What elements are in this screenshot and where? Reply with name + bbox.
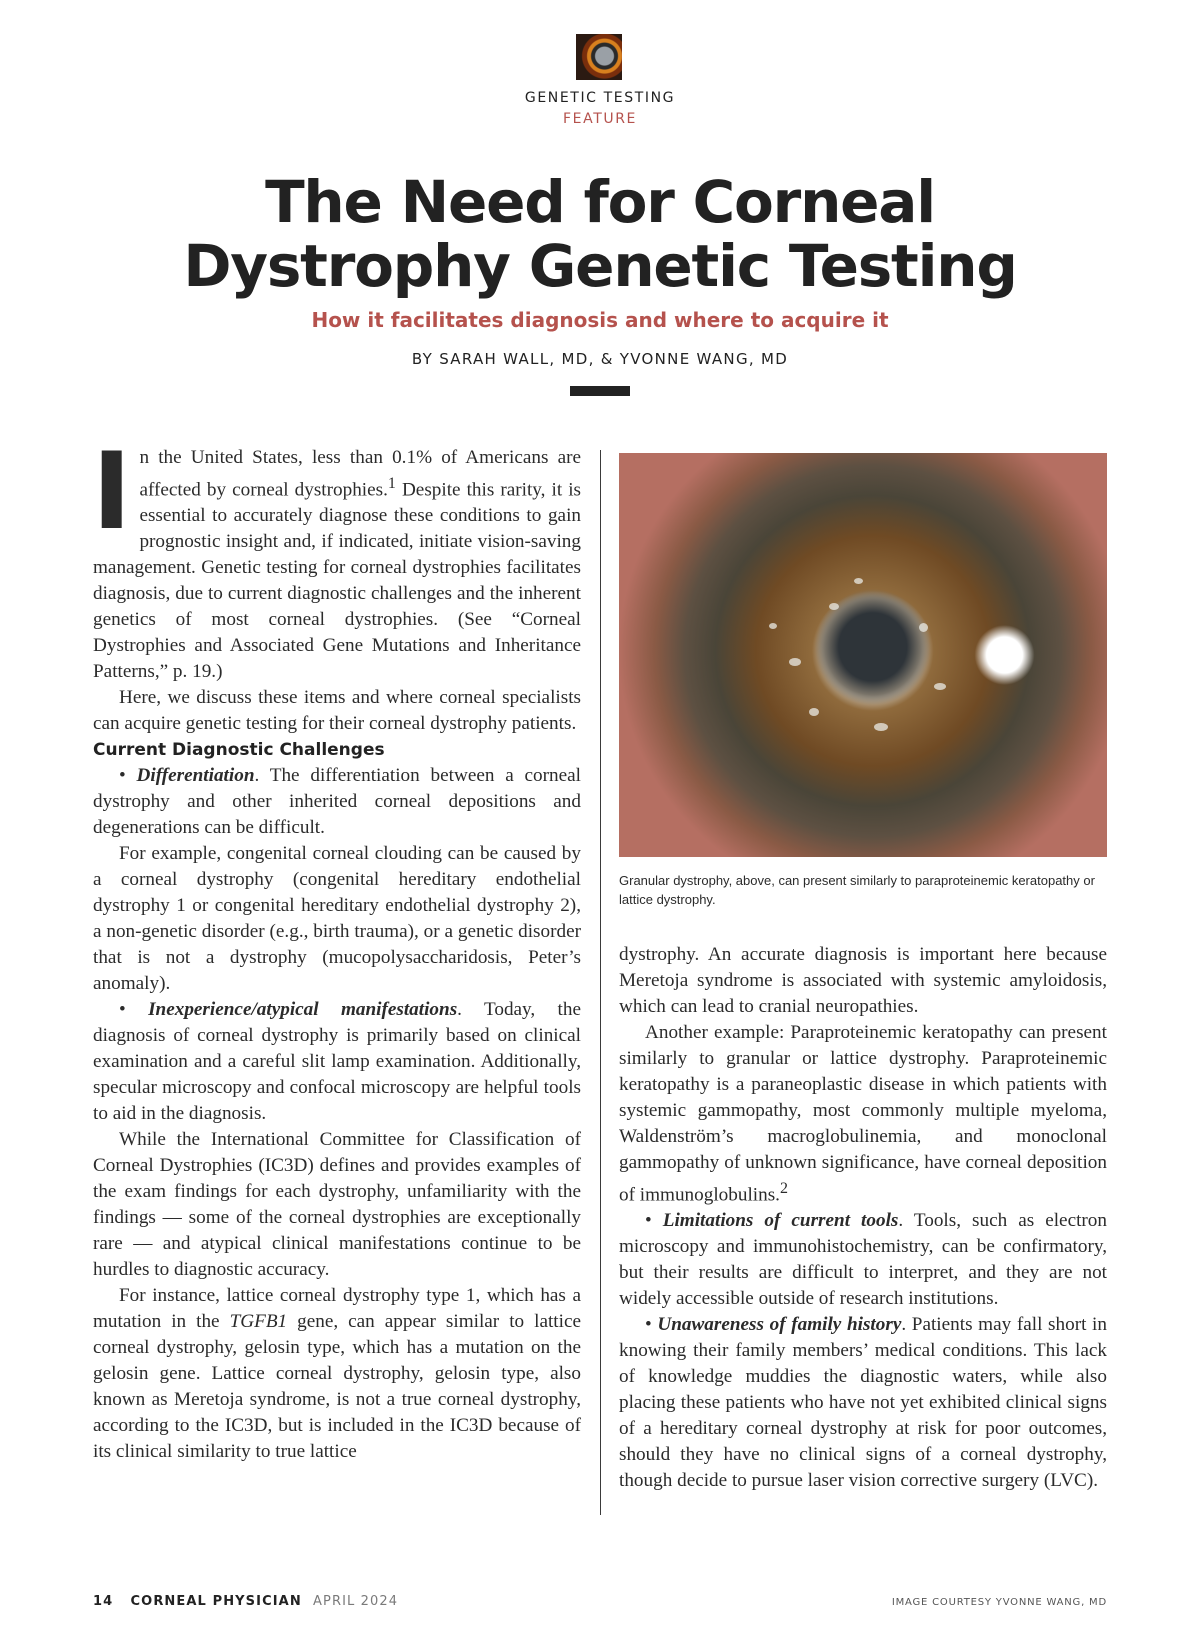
deposit-speck <box>854 578 863 584</box>
gene-name: TGFB1 <box>229 1311 288 1333</box>
paragraph: For example, congenital corneal clouding can be caused by a corneal dystrophy (congenital hereditary endothelial dystrophy 1 or congenital hereditary endothelial dystrophy 2), a non-genetic disorder (e.g., birth trauma), or a genetic disorder that is not a dystrophy (mucopolysaccharidosis, Peter’s anomaly). <box>93 843 581 995</box>
reference-2: 2 <box>779 1180 788 1197</box>
paragraph: While the International Committee for Classification of Corneal Dystrophies (IC3D) defines and provides examples of the exam findings for each dystrophy, unfamiliarity with the findings — some of the corneal dystrophies are exceptionally rare — and atypical clinical manifestations continue to be hurdles to diagnostic accuracy. <box>93 1129 581 1281</box>
deposit-speck <box>789 658 801 666</box>
deposit-speck <box>919 623 928 632</box>
title-line-2: Dystrophy Genetic Testing <box>183 232 1017 300</box>
granular-dystrophy-photo <box>619 453 1107 857</box>
deposit-speck <box>934 683 946 690</box>
figure-caption: Granular dystrophy, above, can present similarly to paraproteinemic keratopathy or lattice dystrophy. <box>619 873 1095 907</box>
article-title <box>0 170 1200 298</box>
paragraph: dystrophy. An accurate diagnosis is important here because Meretoja syndrome is associated with systemic amyloidosis, which can lead to cranial neuropathies. <box>619 944 1107 1017</box>
section-label: FEATURE <box>563 111 637 127</box>
column-divider <box>600 450 601 1515</box>
section-heading: Current Diagnostic Challenges <box>93 740 385 761</box>
bullet-family-history: • Unawareness of family history. Patients may fall short in knowing their family members’ medical conditions. This lack of knowledge muddies the diagnostic waters, while also placing these patients who have not yet exhibited clinical signs of a hereditary corneal dystrophy at risk for poor outcomes, should they have no clinical signs of a corneal dystrophy, though decide to pursue laser vision corrective surgery (LVC). <box>619 1314 1107 1492</box>
byline: BY SARAH WALL, MD, & YVONNE WANG, MD <box>411 350 789 368</box>
drop-cap: I <box>92 430 132 553</box>
paragraph: Another example: Paraproteinemic keratopathy can present similarly to granular or lattice dystrophy. Paraproteinemic keratopathy is a paraneoplastic disease in which patients with systemic gammopathy, most commonly multiple myeloma, Waldenström’s macroglobulinemia, and monoclonal gammopathy of unknown significance, have corneal deposition of immunoglobulins.$^2$ <box>619 1022 1107 1206</box>
intro-paragraph: In the United States, less than 0.1% of Americans are affected by corneal dystrophies.$^1$ Despite this rarity, it is essential to accurately diagnose these conditions to gain prognostic insight and, if indicated, initiate vision-saving management. Genetic testing for corneal dystrophies facilitates diagnosis, due to current diagnostic challenges and the inherent genetics of most corneal dystrophies. (See “Corneal Dystrophies and Associated Gene Mutations and Inheritance Patterns,” p. 19.) <box>92 430 581 683</box>
kicker: GENETIC TESTING <box>524 90 676 106</box>
issue-date: APRIL 2024 <box>313 1594 399 1609</box>
image-credit: IMAGE COURTESY YVONNE WANG, MD <box>891 1597 1107 1608</box>
paragraph: Here, we discuss these items and where corneal specialists can acquire genetic testing for their corneal dystrophy patients. <box>93 687 581 735</box>
right-column <box>619 942 1107 1494</box>
left-column <box>92 430 582 1465</box>
deposit-speck <box>874 723 888 731</box>
paragraph: For instance, lattice corneal dystrophy type 1, which has a mutation in the TGFB1 gene, can appear similar to lattice corneal dystrophy, gelosin type, which has a mutation on the gelosin gene. Lattice corneal dystrophy, gelosin type, also known as Meretoja syndrome, is not a true corneal dystrophy, according to the IC3D, but is included in the IC3D because of its clinical similarity to true lattice <box>93 1285 581 1463</box>
page-number: 14 <box>93 1594 114 1609</box>
title-rule <box>570 386 630 396</box>
bullet-limitations: • Limitations of current tools. Tools, such as electron microscopy and immunohistochemistry, can be confirmatory, but their results are difficult to interpret, and they are not widely accessible outside of research institutions. <box>619 1210 1107 1310</box>
title-line-1: The Need for Corneal <box>265 168 935 236</box>
bullet-differentiation: • Differentiation. The differentiation between a corneal dystrophy and other inherited corneal depositions and degenerations can be difficult. <box>93 765 581 839</box>
article-subtitle: How it facilitates diagnosis and where to acquire it <box>311 308 889 332</box>
reference-1: 1 <box>387 475 396 492</box>
page-footer <box>93 1594 398 1609</box>
deposit-speck <box>769 623 777 629</box>
deposit-speck <box>829 603 839 610</box>
bullet-inexperience: • Inexperience/atypical manifestations. Today, the diagnosis of corneal dystrophy is primarily based on clinical examination and a careful slit lamp examination. Additionally, specular microscopy and confocal microscopy are helpful tools to aid in the diagnosis. <box>93 999 582 1125</box>
deposit-speck <box>809 708 819 716</box>
magazine-name: CORNEAL PHYSICIAN <box>130 1594 302 1609</box>
eye-logo-icon <box>576 34 622 80</box>
